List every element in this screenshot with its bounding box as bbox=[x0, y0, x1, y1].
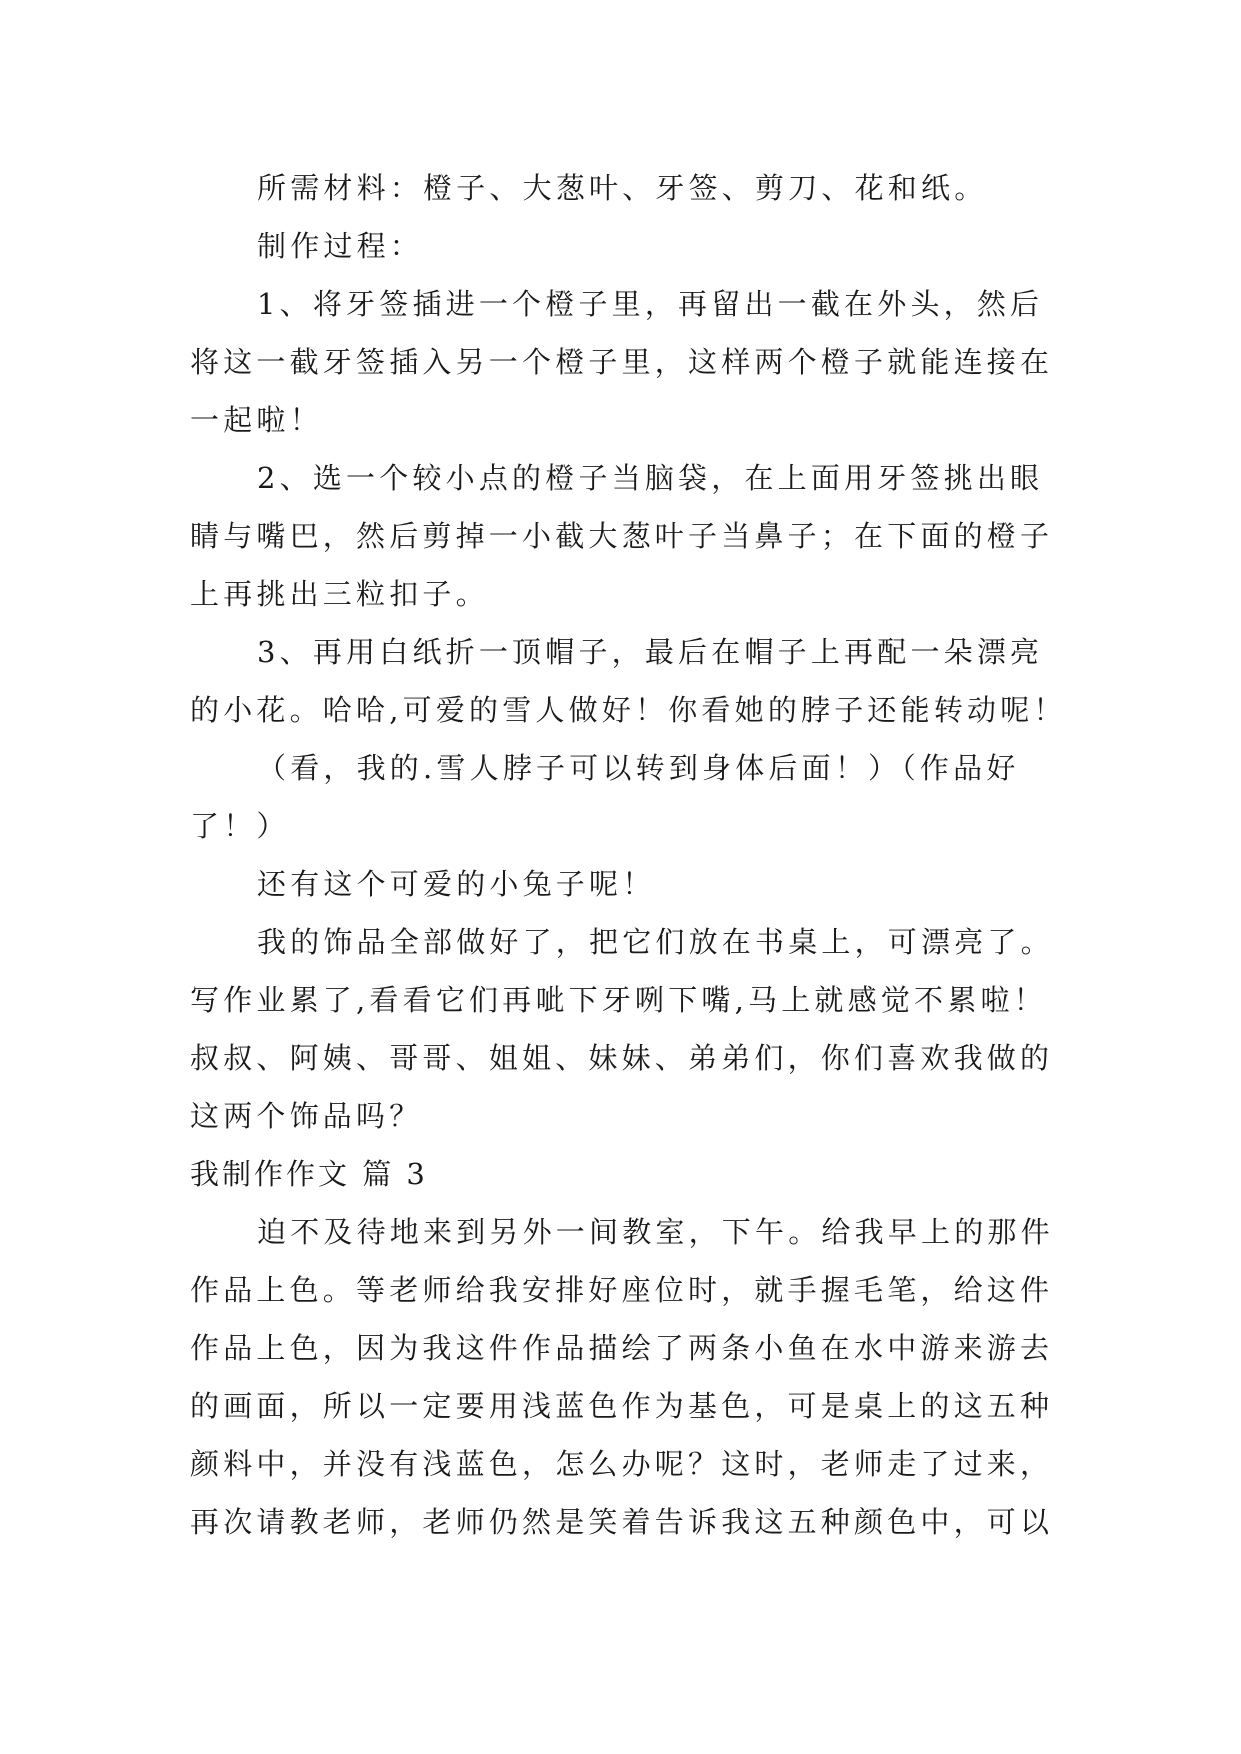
process-heading: 制作过程： bbox=[257, 229, 424, 263]
essay3-line-6: 再次请教老师，老师仍然是笑着告诉我这五种颜色中，可以 bbox=[190, 1505, 1054, 1539]
materials-line: 所需材料：橙子、大葱叶、牙签、剪刀、花和纸。 bbox=[257, 171, 988, 205]
essay3-line-3: 作品上色，因为我这件作品描绘了两条小鱼在水中游来游去 bbox=[190, 1331, 1054, 1365]
step2-line-3: 上再挑出三粒扣子。 bbox=[190, 577, 489, 611]
step3-line-1: 3、再用白纸折一顶帽子，最后在帽子上再配一朵漂亮 bbox=[257, 635, 1044, 669]
section-title: 我制作作文 篇 3 bbox=[190, 1157, 428, 1191]
summary-line-1: 我的饰品全部做好了，把它们放在书桌上，可漂亮了。 bbox=[257, 925, 1054, 959]
step1-line-2: 将这一截牙签插入另一个橙子里，这样两个橙子就能连接在 bbox=[190, 345, 1054, 379]
summary-line-3: 叔叔、阿姨、哥哥、姐姐、妹妹、弟弟们，你们喜欢我做的 bbox=[190, 1041, 1054, 1075]
essay3-line-1: 迫不及待地来到另外一间教室，下午。给我早上的那件 bbox=[257, 1215, 1054, 1249]
step2-line-2: 睛与嘴巴，然后剪掉一小截大葱叶子当鼻子；在下面的橙子 bbox=[190, 519, 1054, 553]
rabbit-line: 还有这个可爱的小兔子呢！ bbox=[257, 867, 656, 901]
note-line-1: （看，我的.雪人脖子可以转到身体后面！）（作品好 bbox=[257, 751, 1020, 785]
step1-line-1: 1、将牙签插进一个橙子里，再留出一截在外头，然后 bbox=[257, 287, 1044, 321]
summary-line-4: 这两个饰品吗？ bbox=[190, 1099, 423, 1133]
essay3-line-5: 颜料中，并没有浅蓝色，怎么办呢？这时，老师走了过来， bbox=[190, 1447, 1054, 1481]
note-line-2: 了！） bbox=[190, 809, 290, 843]
step3-line-2: 的小花。哈哈,可爱的雪人做好！你看她的脖子还能转动呢！ bbox=[190, 693, 1067, 727]
summary-line-2: 写作业累了,看看它们再呲下牙咧下嘴,马上就感觉不累啦！ bbox=[190, 983, 1047, 1017]
step1-line-3: 一起啦！ bbox=[190, 403, 323, 437]
essay3-line-2: 作品上色。等老师给我安排好座位时，就手握毛笔，给这件 bbox=[190, 1273, 1054, 1307]
step2-line-1: 2、选一个较小点的橙子当脑袋，在上面用牙签挑出眼 bbox=[257, 461, 1044, 495]
essay3-line-4: 的画面，所以一定要用浅蓝色作为基色，可是桌上的这五种 bbox=[190, 1389, 1054, 1423]
